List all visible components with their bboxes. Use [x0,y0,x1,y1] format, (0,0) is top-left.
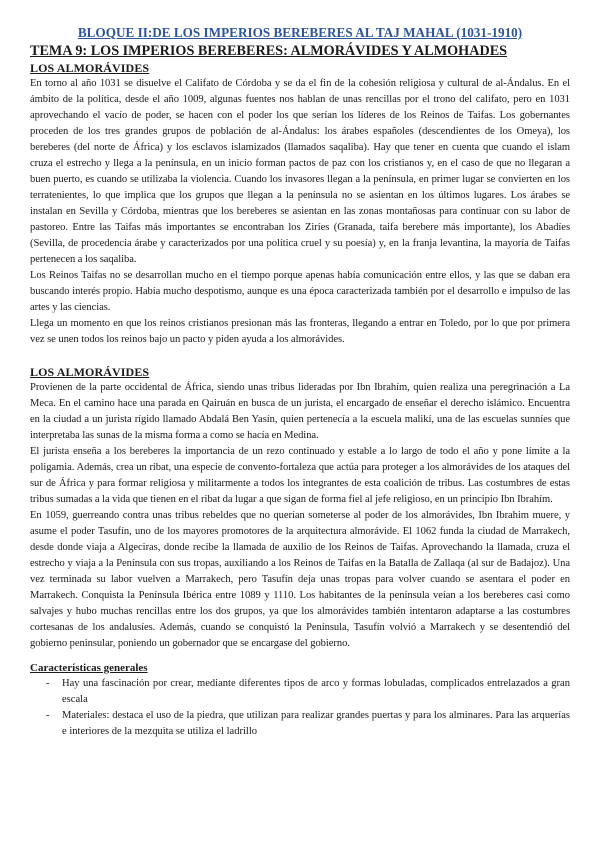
bullet-list [30,676,570,740]
paragraph: En 1059, guerreando contra unas tribus rebeldes que no querían someterse al poder de los almorávides, Ibn Ibrahim muere, y asume el poder Tasufín, uno de los mayores promotores de la arquitectura almorávide. El 1062 funda la ciudad de Marrakech, desde donde viaja a Algeciras, donde recibe la llamada de auxilio de los Reinos de Taifas. Aprovechando la llamada, cruza el estrecho y viaja a la Península con sus tropas, auxiliando a los Reinos de Taifas en la Batalla de Zallaqa (al sur de Badajoz). Una vez terminada su labor vuelven a Marrakech, pero Tasufín deja unas tropas para volver cuando se asentara el poder en Marrakech. Conquista la Península Ibérica entre 1089 y 1110. Los habitantes de la península veían a los bereberes casi como salvajes y hubo muchas rencillas entre los dos grupos, ya que los almorávides también intentaron adaptarse a las costumbres cortesanas de los andalusíes. Además, cuando se conquistó la Península, Tasufín volvió a Marrakech y se desentendió del gobierno peninsular, poniendo un gobernador que se encargase del gobierno. [30,510,570,649]
section-heading: LOS ALMORÁVIDES [30,61,150,75]
list-item-text: Hay una fascinación por crear, mediante diferentes tipos de arco y formas lobuladas, complicados entrelazados a gran escala [62,678,570,705]
paragraph: Provienen de la parte occidental de África, siendo unas tribus lideradas por Ibn Ibrahím, quien realiza una peregrinación a La Meca. En el camino hace una parada en Qairuán en busca de un jurista, el encargado de enseñar el derecho islámico. Encuentra en la ciudad a un jurista rígido llamado Abdalá Ben Yasín, quien pertenecía a la escuela malikí, una de las escuelas sunníes que interpretaba las sunas de la misma forma a como se hacía en Medina. [30,382,570,441]
dash-bullet-marker: - [46,710,50,721]
list-item [30,676,570,708]
paragraph: Los Reinos Taifas no se desarrollan mucho en el tiempo porque apenas había comunicación entre ellos, y las que se daban era buscando interés propio. Había mucho despotismo, aunque es una época caracterizada también por el desarrollo e impulso de las artes y las ciencias. [30,270,570,313]
section-heading: LOS ALMORÁVIDES [30,365,150,379]
tema-title: TEMA 9: LOS IMPERIOS BEREBERES: ALMORÁVIDES Y ALMOHADES [30,43,508,59]
paragraph: El jurista enseña a los bereberes la importancia de un rezo continuado y estable a lo largo de todo el año y pone límite a la poligamia. Además, crea un ribat, una especie de convento-fortaleza que actúa para proteger a los almorávides de los ataques del sur de África y para formar religiosa y militarmente a todos los integrantes de esta coalición de tribus. Las costumbres de estas tribus sumadas a la vida que tienen en el ribat da lugar a que sigan de forma fiel al jefe religioso, en un principio Ibn Ibrahím. [30,446,570,505]
spacer [30,348,570,364]
block-title: BLOQUE II:DE LOS IMPERIOS BEREBERES AL TAJ MAHAL (1031-1910) [77,25,523,40]
paragraph: Llega un momento en que los reinos cristianos presionan más las fronteras, llegando a entrar en Toledo, por lo que por primera vez se unen todos los reinos bajo un pacto y piden ayuda a los almorávides. [30,318,570,345]
list-item [30,708,570,740]
dash-bullet-marker: - [46,678,50,689]
paragraph: En torno al año 1031 se disuelve el Califato de Córdoba y se da el fin de la cohesión religiosa y cultural de al-Ándalus. En el ámbito de la política, desde el año 1009, algunas fuentes nos hablan de unas rencillas por el trono del califato, pero en 1031 aprovechando el vacío de poder, se hacen con el poder los que serían los líderes de los Reinos de Taifas. Los gobernantes proceden de los tres grandes grupos de población de al-Ándalus: los árabes españoles (descendientes de los Omeya), los bereberes (del norte de África) y los esclavos islamizados (llamados saqaliba). Hay que tener en cuenta que cuando el islam cruza el estrecho y llega a la península, en un inicio forman pactos de paz con los cristianos y, en el caso de que no llegaran a buen puerto, es cuando se utilizaba la violencia. Cuando los invasores llegan a la península, en primer lugar se convierten en los terratenientes, lo que implica que los grupos que llegan a la península no se asientan en los últimos lugares. Los árabes se instalan en Sevilla y Córdoba, mientras que los bereberes se asientan en las zonas montañosas para continuar con su labor de pastoreo. Entre las Taifas más importantes se encontraban los Ziríes (Granada, taifa berebere más importante), los Abadíes (Sevilla, de procedencia árabe y caracterizados por una política cruel y su poesía) y, en la franja levantina, la mayoría de Taifas pertenecen a los saqaliba. [30,78,570,265]
subsection-heading: Características generales [30,662,148,674]
list-item-text: Materiales: destaca el uso de la piedra, que utilizan para realizar grandes puertas y para los alminares. Para las arquerías e interiores de la mezquita se utiliza el ladrillo [62,710,570,737]
